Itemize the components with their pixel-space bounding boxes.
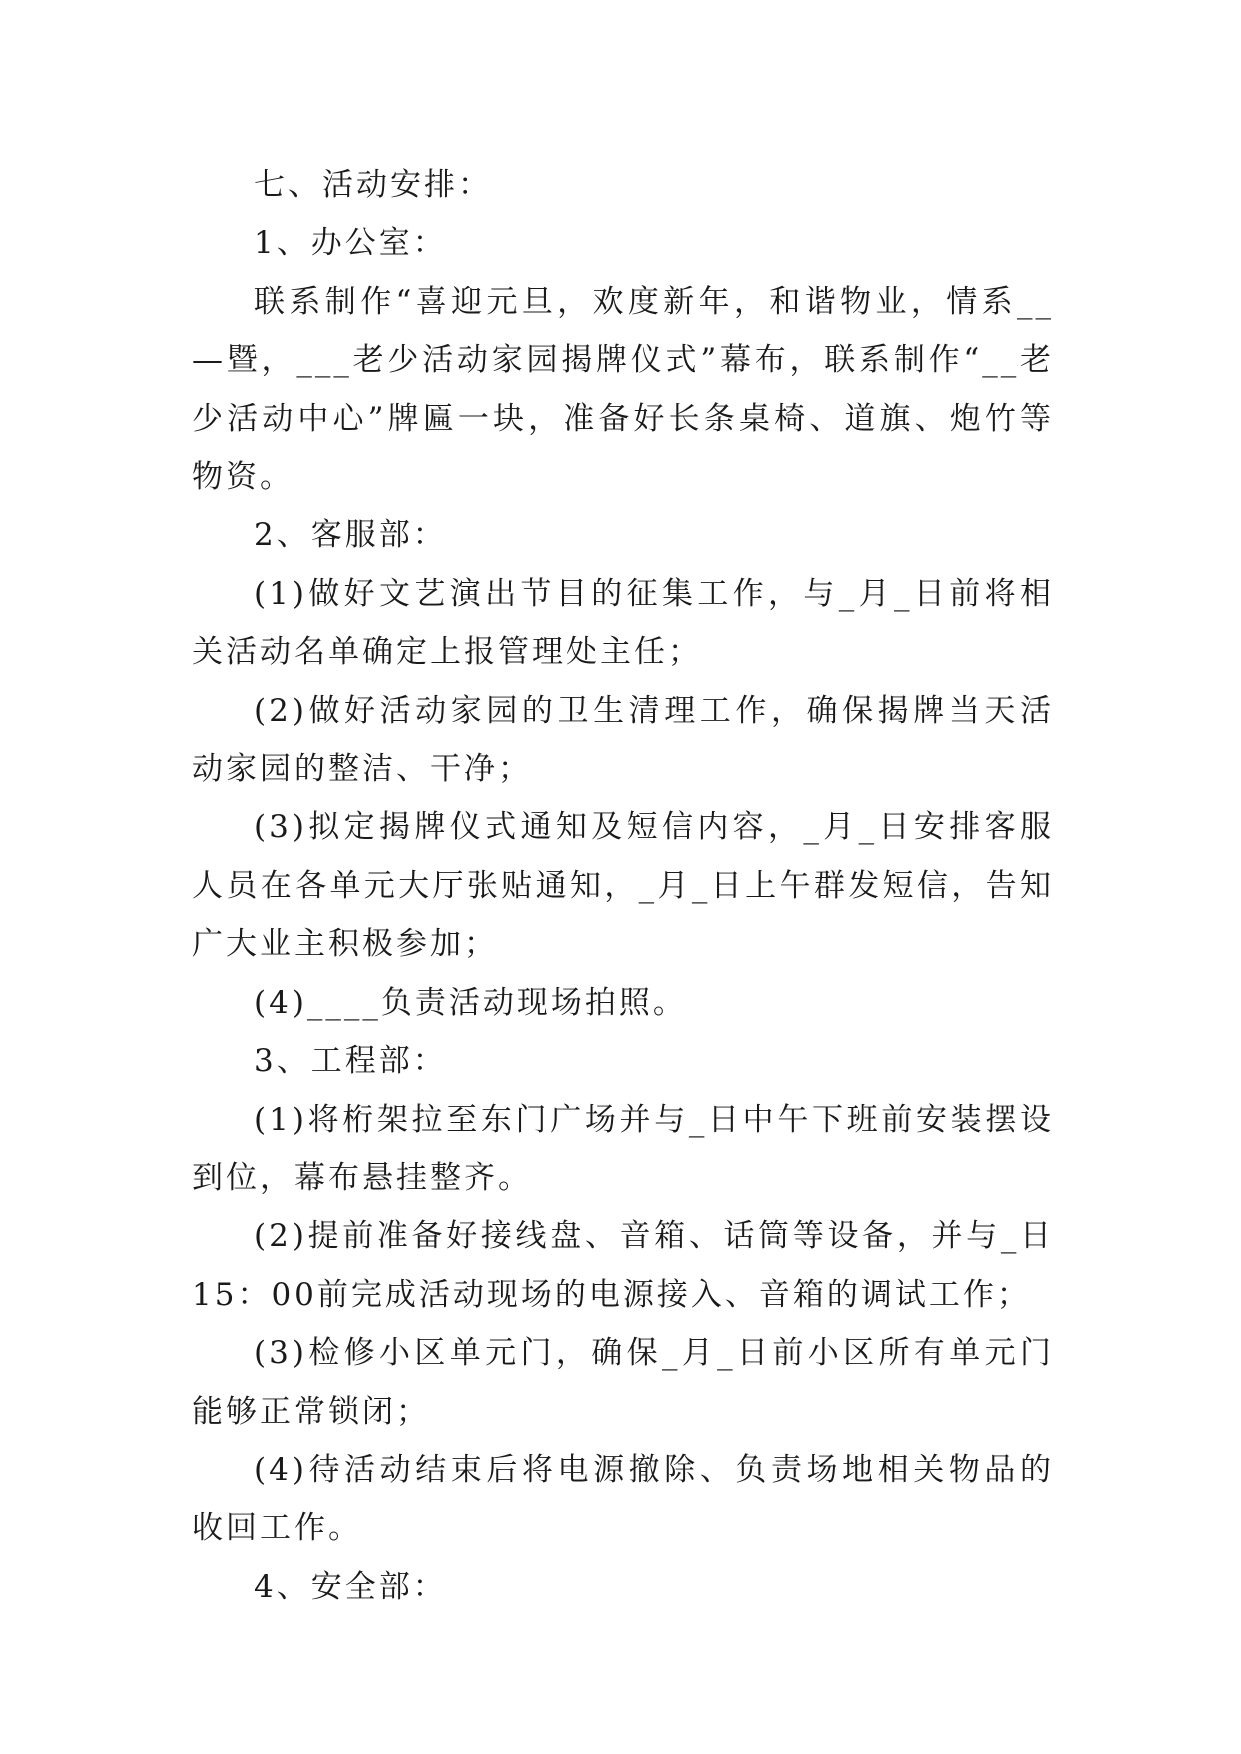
paragraph-customer-service-item-2: (2)做好活动家园的卫生清理工作，确保揭牌当天活动家园的整洁、干净； (192, 692, 1054, 788)
subheading-engineering: 3、工程部： (254, 1043, 447, 1080)
paragraph-customer-service-item-4: (4)____负责活动现场拍照。 (254, 984, 687, 1021)
subheading-security: 4、安全部： (254, 1568, 447, 1605)
paragraph-engineering-item-1: (1)将桁架拉至东门广场并与_日中午下班前安装摆设到位，幕布悬挂整齐。 (192, 1101, 1054, 1196)
paragraph-engineering-item-3: (3)检修小区单元门，确保_月_日前小区所有单元门能够正常锁闭； (192, 1335, 1054, 1430)
subheading-office: 1、办公室： (254, 225, 447, 262)
paragraph-customer-service-item-1: (1)做好文艺演出节目的征集工作，与_月_日前将相关活动名单确定上报管理处主任； (192, 575, 1054, 671)
subheading-customer-service: 2、客服部： (254, 517, 447, 554)
paragraph-engineering-item-4: (4)待活动结束后将电源撤除、负责场地相关物品的收回工作。 (192, 1451, 1054, 1547)
paragraph-customer-service-item-3: (3)拟定揭牌仪式通知及短信内容，_月_日安排客服人员在各单元大厅张贴通知，_月_日上午群发短信，告知广大业主积极参加； (192, 809, 1054, 963)
paragraph-office-tasks: 联系制作“喜迎元旦，欢度新年，和谐物业，情系__—暨，___老少活动家园揭牌仪式”幕布，联系制作“__老少活动中心”牌匾一块，准备好长条桌椅、道旗、炮竹等物资。 (192, 283, 1054, 496)
section-heading-activity-arrangement: 七、活动安排： (254, 167, 492, 203)
paragraph-engineering-item-2: (2)提前准备好接线盘、音箱、话筒等设备，并与_日15：00前完成活动现场的电源接入、音箱的调试工作； (192, 1218, 1054, 1313)
document-body (192, 156, 1054, 1616)
